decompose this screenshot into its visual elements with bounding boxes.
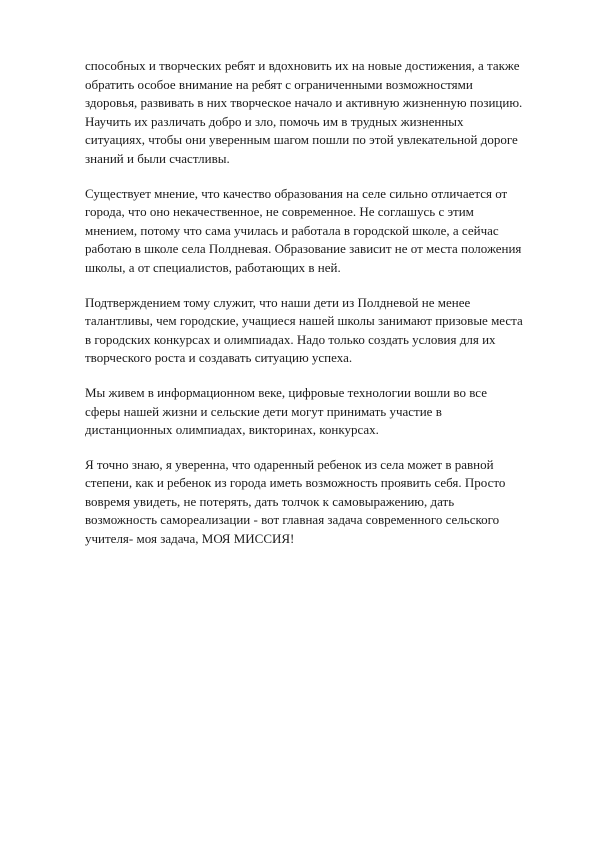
paragraph-4 — [85, 384, 555, 440]
paragraph-5 — [85, 456, 555, 549]
text-line: Я точно знаю, я уверенна, что одаренный ребенок из села может в равной — [85, 456, 494, 472]
text-line: мнением, потому что сама училась и работала в городской школе, а сейчас — [85, 222, 499, 238]
text-line: Мы живем в информационном веке, цифровые технологии вошли во все — [85, 384, 487, 400]
text-line: сферы нашей жизни и сельские дети могут принимать участие в — [85, 403, 442, 419]
text-line: степени, как и ребенок из города иметь возможность проявить себя. Просто — [85, 475, 506, 491]
paragraph-2 — [85, 185, 555, 278]
paragraph-1 — [85, 57, 555, 169]
text-line: возможность самореализации - вот главная задача современного сельского — [85, 512, 500, 528]
text-line: талантливы, чем городские, учащиеся нашей школы занимают призовые места — [85, 313, 523, 329]
text-line: дистанционных олимпиадах, викторинах, конкурсах. — [85, 422, 379, 438]
text-line: способных и творческих ребят и вдохновить их на новые достижения, а также — [85, 58, 520, 73]
text-line: школы, а от специалистов, работающих в ней. — [85, 259, 341, 275]
text-line: знаний и были счастливы. — [85, 150, 230, 166]
text-line: Подтверждением тому служит, что наши дети из Полдневой не менее — [85, 294, 471, 310]
text-line: работаю в школе села Полдневая. Образование зависит не от места положения — [85, 241, 522, 257]
document-body — [85, 57, 555, 565]
text-line: вовремя увидеть, не потерять, дать толчок к самовыражению, дать — [85, 493, 455, 509]
text-line: Существует мнение, что качество образования на селе сильно отличается от — [85, 185, 508, 201]
text-line: учителя- моя задача, МОЯ МИССИЯ! — [85, 531, 295, 547]
text-line: города, что оно некачественное, не современное. Не соглашусь с этим — [85, 204, 474, 220]
text-line: здоровья, развивать в них творческое начало и активную жизненную позицию. — [85, 95, 523, 111]
text-line: Научить их различать добро и зло, помочь им в трудных жизненных — [85, 113, 464, 129]
text-line: ситуациях, чтобы они уверенным шагом пошли по этой увлекательной дороге — [85, 132, 518, 148]
text-line: в городских конкурсах и олимпиадах. Надо только создать условия для их — [85, 331, 496, 347]
paragraph-3 — [85, 294, 555, 368]
text-line: обратить особое внимание на ребят с ограниченными возможностями — [85, 76, 473, 92]
text-line: творческого роста и создавать ситуацию успеха. — [85, 350, 353, 366]
